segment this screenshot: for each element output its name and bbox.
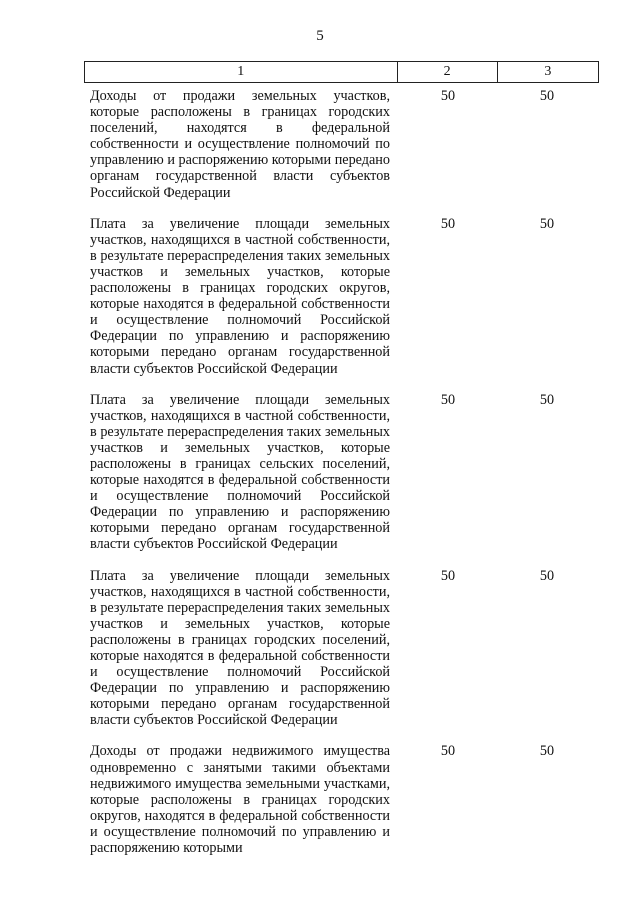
row-value-col2: 50: [440, 391, 456, 408]
table-header: [84, 61, 599, 83]
row-value-col2: 50: [440, 88, 456, 104]
row-value-col3: 50: [539, 391, 555, 408]
row-value-col3: 50: [539, 743, 555, 760]
row-value-col2: 50: [440, 215, 456, 232]
row-description: Плата за увеличение площади земельных участков, находящихся в частной собственности, в результате перераспределения таких земельных участков и земельных участков, которые расположены в границах городских поселений, которые находятся в федеральной собственности и осуществление полномочий Российской Федерации по управлению и распоряжению которыми передано органам государственной власти субъектов Российской Федерации: [90, 567, 390, 729]
table-body: [84, 88, 599, 871]
table-row: [84, 216, 599, 377]
table-row: [84, 743, 599, 856]
column-header-2: 2: [397, 62, 497, 83]
row-description: Доходы от продажи земельных участков, которые расположены в границах городских поселений, находятся в федеральной собственности и осуществление полномочий по управлению и распоряжению которыми передано органам государственной власти субъектов Российской Федерации: [90, 88, 390, 201]
row-description: Плата за увеличение площади земельных участков, находящихся в частной собственности, в результате перераспределения таких земельных участков и земельных участков, которые расположены в границах городских округов, которые находятся в федеральной собственности и осуществление полномочий Российской Федерации по управлению и распоряжению которыми передано органам государственной власти субъектов Российской Федерации: [90, 215, 390, 377]
row-description: Плата за увеличение площади земельных участков, находящихся в частной собственности, в результате перераспределения таких земельных участков и земельных участков, которые расположены в границах сельских поселений, которые находятся в федеральной собственности и осуществление полномочий Российской Федерации по управлению и распоряжению которыми передано органам государственной власти субъектов Российской Федерации: [90, 391, 390, 553]
column-header-3: 3: [497, 62, 598, 83]
row-description: Доходы от продажи недвижимого имущества одновременно с занятыми такими объектами недвижимого имущества земельными участками, которые расположены в границах городских округов, находятся в федеральной собственности и осуществление полномочий по управлению и распоряжению которыми: [90, 743, 390, 857]
row-value-col3: 50: [539, 567, 555, 584]
table-row: [84, 392, 599, 553]
row-value-col2: 50: [440, 567, 456, 584]
row-value-col3: 50: [539, 215, 555, 232]
page-number: 5: [316, 28, 324, 44]
column-header-1: 1: [85, 62, 398, 83]
row-value-col2: 50: [440, 743, 456, 760]
table-row: [84, 568, 599, 729]
table-row: [84, 88, 599, 201]
row-value-col3: 50: [539, 88, 555, 104]
